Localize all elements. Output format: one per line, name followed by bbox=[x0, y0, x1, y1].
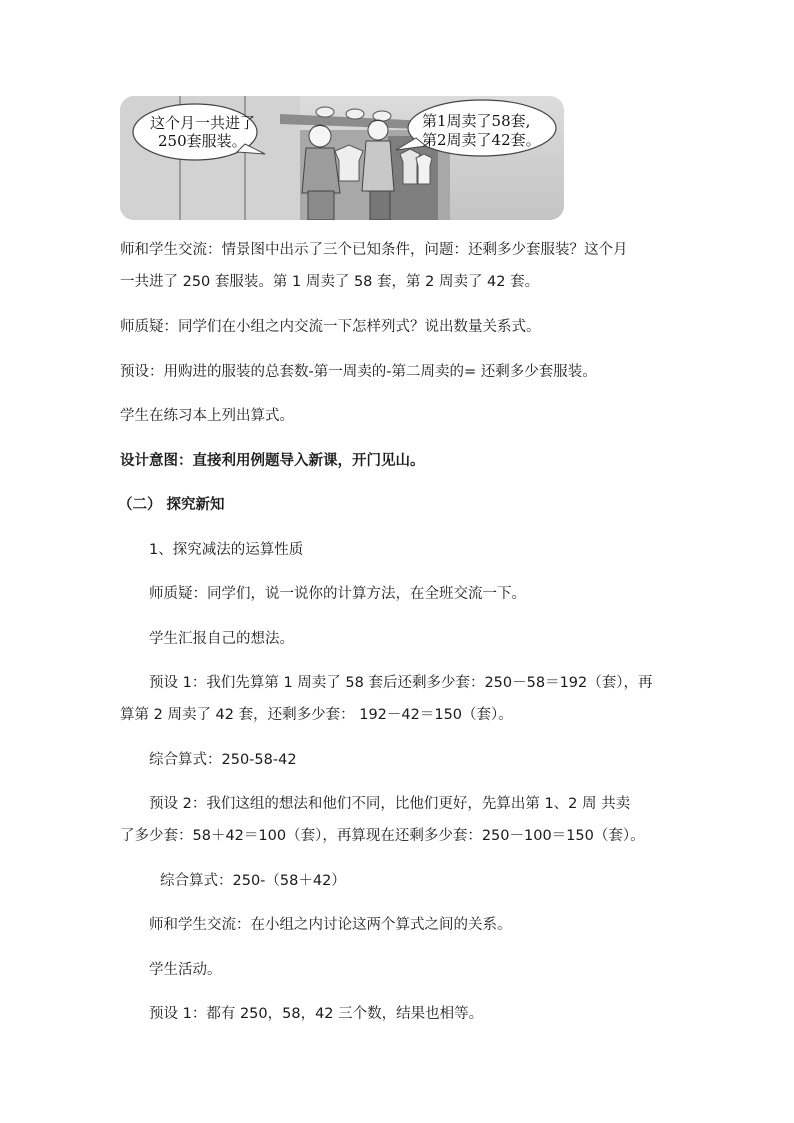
design-intent: 设计意图：直接利用例题导入新课，开门见山。 bbox=[120, 453, 425, 469]
paragraph-line: 师和学生交流：在小组之内讨论这两个算式之间的关系。 bbox=[149, 917, 512, 933]
paragraph-line: 学生活动。 bbox=[149, 962, 222, 978]
paragraph-line: 学生汇报自己的想法。 bbox=[149, 631, 294, 647]
subsection-heading: 1、探究减法的运算性质 bbox=[149, 542, 304, 558]
paragraph-line: 一共进了 250 套服装。第 1 周卖了 58 套，第 2 周卖了 42 套。 bbox=[120, 274, 540, 290]
paragraph-line: 预设 2：我们这组的想法和他们不同，比他们更好，先算出第 1、2 周 共卖 bbox=[149, 796, 631, 812]
paragraph-line: 预设 1：都有 250，58，42 三个数，结果也相等。 bbox=[149, 1006, 484, 1022]
paragraph-line: 师质疑：同学们，说一说你的计算方法，在全班交流一下。 bbox=[149, 586, 526, 602]
paragraph-line: 综合算式：250-58-42 bbox=[149, 752, 297, 768]
section-heading: （二） 探究新知 bbox=[118, 497, 225, 513]
left-speech-line-2: 250套服装。 bbox=[158, 132, 247, 150]
paragraph-line: 算第 2 周卖了 42 套，还剩多少套： 192－42＝150（套）。 bbox=[120, 707, 513, 723]
right-speech-line-2: 第2周卖了42套。 bbox=[422, 131, 541, 149]
paragraph-line: 师和学生交流：情景图中出示了三个已知条件，问题：还剩多少套服装？这个月 bbox=[120, 242, 628, 258]
left-speech-line-1: 这个月一共进了 bbox=[150, 114, 256, 132]
paragraph-line: 预设 1：我们先算第 1 周卖了 58 套后还剩多少套：250－58＝192（套），再 bbox=[149, 675, 653, 691]
paragraph-line: 师质疑：同学们在小组之内交流一下怎样列式？说出数量关系式。 bbox=[120, 319, 541, 335]
paragraph-line: 了多少套：58＋42＝100（套），再算现在还剩多少套：250－100＝150（套）。 bbox=[120, 828, 645, 844]
shop-illustration bbox=[120, 96, 564, 220]
paragraph-line: 预设：用购进的服装的总套数-第一周卖的-第二周卖的= 还剩多少套服装。 bbox=[120, 364, 597, 380]
right-speech-line-1: 第1周卖了58套, bbox=[422, 112, 531, 130]
paragraph-line: 学生在练习本上列出算式。 bbox=[120, 408, 294, 424]
paragraph-line: 综合算式：250-（58＋42） bbox=[160, 873, 346, 889]
